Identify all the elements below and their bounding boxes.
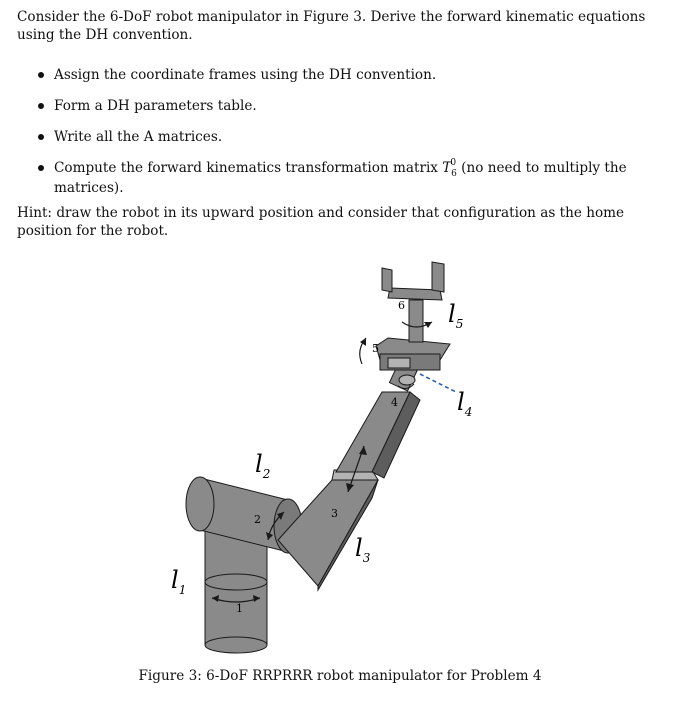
l4-dashed-guide (420, 374, 456, 392)
link-label-l5: $l_5$ (448, 300, 464, 331)
robot-figure (150, 255, 550, 660)
joint-label-5: 5 (372, 342, 379, 355)
wrist-joint6 (382, 262, 444, 342)
task4-text-before: Compute the forward kinematics transformation matrix (54, 160, 443, 176)
link-label-l1: $l_1$ (171, 566, 187, 597)
problem-statement: Consider the 6-DoF robot manipulator in Figure 3. Derive the forward kinematic equations using the DH convention. (17, 9, 646, 43)
task-assign-frames: Assign the coordinate frames using the DH convention. (34, 66, 664, 89)
task4-text-after: (no need to multiply the matrices). (54, 160, 627, 196)
joint-label-2: 2 (254, 513, 261, 526)
link-label-l2: $l_2$ (255, 450, 271, 481)
figure-caption: Figure 3: 6-DoF RRPRRR robot manipulator for Problem 4 (138, 668, 542, 684)
link-label-l4: $l_4$ (457, 388, 473, 419)
transform-superscript: 0 (450, 158, 457, 168)
joint-label-1: 1 (236, 602, 243, 615)
joint-label-3: 3 (331, 507, 338, 520)
transform-subscript: 6 (451, 169, 457, 179)
task-list (34, 66, 664, 196)
hint-text: Hint: draw the robot in its upward position and consider that configuration as the home position for the robot. (17, 205, 625, 239)
task-a-matrices: Write all the A matrices. (34, 128, 664, 151)
gripper-finger-right (432, 262, 444, 292)
joint-label-6: 6 (398, 299, 405, 312)
prismatic-housing (278, 470, 378, 590)
joint-label-4: 4 (391, 396, 398, 409)
task-forward-kinematics (34, 158, 664, 196)
task-dh-table: Form a DH parameters table. (34, 97, 664, 120)
link-label-l3: $l_3$ (355, 534, 371, 565)
gripper-finger-left (382, 268, 392, 292)
transform-symbol: T (442, 160, 452, 176)
